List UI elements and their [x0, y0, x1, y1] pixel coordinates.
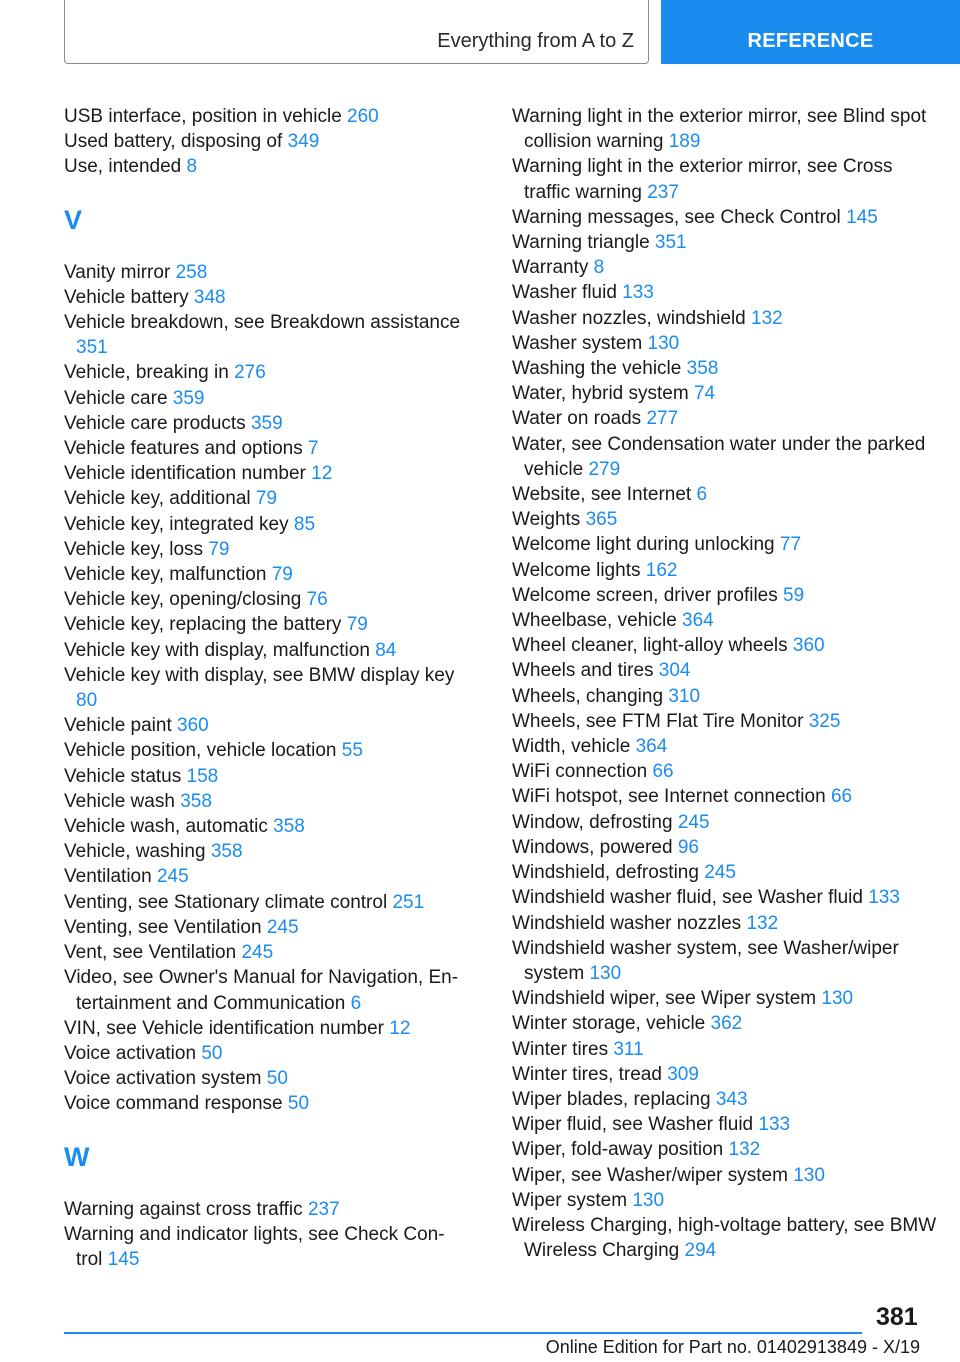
page-link[interactable]: 74 [693, 383, 716, 405]
index-entry [64, 386, 464, 411]
index-entry-text: Wiper system [512, 1189, 628, 1211]
page-link[interactable]: 132 [728, 1139, 761, 1161]
page-link[interactable]: 294 [684, 1240, 717, 1262]
page-link[interactable]: 132 [746, 912, 779, 934]
page-link[interactable]: 8 [593, 257, 605, 279]
page-link[interactable]: 12 [311, 463, 333, 485]
index-entry [64, 129, 464, 154]
index-entry [512, 860, 942, 885]
index-entry [512, 1163, 942, 1188]
page-link[interactable]: 365 [585, 509, 618, 531]
index-column-left [64, 104, 464, 1272]
index-entry-text: Vehicle battery [64, 286, 189, 308]
index-entry [64, 612, 464, 637]
index-entry-text: Wiper, fold-away position [512, 1139, 724, 1161]
index-entry [512, 911, 942, 936]
page-number: 381 [876, 1303, 918, 1331]
page-link[interactable]: 130 [632, 1189, 665, 1211]
index-entry-text: Warning against cross traffic [64, 1198, 303, 1220]
page-link[interactable]: 7 [308, 438, 319, 460]
index-entry-text: Wiper fluid, see Washer fluid [512, 1114, 754, 1136]
page-link[interactable]: 304 [658, 660, 691, 682]
page-link[interactable]: 245 [677, 811, 710, 833]
page-link[interactable]: 162 [645, 559, 678, 581]
index-entry [512, 255, 942, 280]
index-entry-text: Width, vehicle [512, 736, 631, 758]
page-link[interactable]: 59 [783, 584, 805, 606]
page-link[interactable]: 245 [156, 866, 189, 888]
page-link[interactable]: 50 [201, 1042, 223, 1064]
index-entry-text: Wheelbase, vehicle [512, 610, 677, 632]
page-link[interactable]: 358 [180, 790, 212, 812]
index-entry [512, 684, 942, 709]
page-link[interactable]: 6 [350, 992, 362, 1014]
page-link[interactable]: 237 [307, 1198, 340, 1220]
index-entry-text: Vehicle, breaking in [64, 362, 229, 384]
index-entry [64, 310, 464, 360]
index-entry [512, 810, 942, 835]
index-entry-text: Warning and indicator lights, see Check Control [64, 1223, 445, 1270]
edition-text: Online Edition for Part no. 01402913849 - X/19 [545, 1337, 920, 1357]
index-entry-text: Wireless Charging, high-voltage battery, see BMW Wireless Charging [512, 1214, 937, 1262]
page-link[interactable]: 76 [306, 589, 328, 611]
index-entry-text: Wiper, see Washer/wiper system [512, 1164, 788, 1186]
index-entry [512, 558, 942, 583]
page-link[interactable]: 359 [172, 387, 205, 409]
index-entry [512, 1112, 942, 1137]
index-entry [64, 663, 464, 713]
index-entry [512, 532, 942, 557]
index-entry [512, 759, 942, 784]
index-entry [512, 583, 942, 608]
index-entry-text: Vehicle key with display, see BMW display key [64, 664, 455, 686]
page-link[interactable]: 50 [287, 1093, 310, 1115]
index-entry [64, 436, 464, 461]
page-link[interactable]: 364 [635, 736, 668, 758]
section-title: Everything from A to Z [437, 30, 634, 52]
index-entry-text: WiFi connection [512, 761, 648, 783]
index-entry-text: VIN, see Vehicle identification number [64, 1017, 385, 1039]
index-entry-text: Venting, see Ventilation [64, 916, 262, 938]
page-link[interactable]: 79 [346, 614, 368, 636]
index-entry [64, 512, 464, 537]
index-entry [64, 915, 464, 940]
index-entry [64, 104, 464, 129]
index-entry [512, 1062, 942, 1087]
index-entry-text: Warning messages, see Check Control [512, 206, 841, 228]
footer-edition [0, 1337, 920, 1358]
index-entry [64, 713, 464, 738]
page-link[interactable]: 276 [234, 362, 266, 384]
index-entry-text: Windshield washer fluid, see Washer fluid [512, 887, 863, 909]
index-entry [512, 986, 942, 1011]
page-link[interactable]: 251 [392, 891, 425, 913]
page-link[interactable]: 351 [654, 232, 687, 254]
index-entry [64, 1066, 464, 1091]
index-entry [512, 230, 942, 255]
index-entry-text: Vehicle key, additional [64, 488, 251, 510]
index-entry-text: Wiper blades, replacing [512, 1088, 711, 1110]
page-link[interactable]: 50 [266, 1068, 288, 1090]
index-entry-text: Vanity mirror [64, 261, 171, 283]
page-link[interactable]: 96 [677, 836, 699, 858]
index-entry-text: Wheel cleaner, light-alloy wheels [512, 635, 788, 657]
index-entry-text: Vent, see Ventilation [64, 942, 237, 964]
index-entry [64, 1016, 464, 1041]
index-entry-text: Welcome screen, driver profiles [512, 584, 778, 606]
index-entry-text: Vehicle breakdown, see Breakdown assistance [64, 312, 461, 334]
index-entry [64, 839, 464, 864]
page-link[interactable]: 360 [792, 635, 825, 657]
index-entry [64, 1222, 464, 1272]
page-link[interactable]: 359 [250, 412, 283, 434]
footer-divider [64, 1332, 862, 1334]
index-entry-text: Washing the vehicle [512, 358, 682, 380]
index-entry-text: Warning light in the exterior mirror, see Cross traffic warning [512, 156, 893, 203]
index-entry-text: Wheels, see FTM Flat Tire Monitor [512, 710, 804, 732]
page-link[interactable]: 245 [266, 916, 299, 938]
index-entry [512, 885, 942, 910]
page-link[interactable]: 130 [589, 962, 622, 984]
index-entry [512, 280, 942, 305]
page-link[interactable]: 145 [846, 206, 878, 228]
index-entry [64, 285, 464, 310]
page-link[interactable]: 309 [667, 1063, 699, 1085]
page-link[interactable]: 130 [793, 1164, 825, 1186]
page-link[interactable]: 66 [652, 761, 674, 783]
index-entry-text: Water, see Condensation water under the parked vehicle [512, 433, 926, 480]
page-link[interactable]: 133 [868, 887, 900, 909]
index-entry [512, 1037, 942, 1062]
index-entry-text: Vehicle features and options [64, 438, 303, 460]
index-entry-text: Vehicle wash [64, 790, 175, 812]
page-link[interactable]: 310 [668, 685, 701, 707]
index-entry-text: Water, hybrid system [512, 383, 689, 405]
index-entry [512, 658, 942, 683]
page-link[interactable]: 358 [210, 841, 243, 863]
index-entry [512, 1087, 942, 1112]
index-entry-text: Windshield wiper, see Wiper system [512, 988, 817, 1010]
index-entry-text: Washer fluid [512, 282, 617, 304]
page-link[interactable]: 189 [668, 131, 701, 153]
index-entry-text: Vehicle care products [64, 412, 246, 434]
index-entry [64, 154, 464, 179]
index-entry-text: Winter storage, vehicle [512, 1013, 706, 1035]
index-entry-text: Used battery, disposing of [64, 131, 283, 153]
index-entry [512, 709, 942, 734]
page-link[interactable]: 279 [588, 458, 621, 480]
index-entry [512, 835, 942, 860]
reference-tab-label: REFERENCE [747, 30, 874, 52]
index-entry [512, 205, 942, 230]
index-entry [64, 890, 464, 915]
index-entry [64, 965, 464, 1015]
page-link[interactable]: 130 [821, 988, 854, 1010]
index-entry [64, 864, 464, 889]
index-entry-text: Warning light in the exterior mirror, see Blind spot collision warning [512, 106, 927, 153]
index-entry-text: Welcome lights [512, 559, 641, 581]
index-entry-text: Voice command response [64, 1093, 283, 1115]
page-link[interactable]: 311 [613, 1038, 644, 1060]
index-entry [64, 537, 464, 562]
page-link[interactable]: 80 [76, 690, 98, 712]
index-entry [64, 940, 464, 965]
page-link[interactable]: 132 [751, 307, 783, 329]
page-link[interactable]: 258 [175, 261, 208, 283]
index-entry [64, 260, 464, 285]
index-entry [512, 482, 942, 507]
index-entry [512, 381, 942, 406]
index-entry [512, 406, 942, 431]
index-entry-text: Vehicle key, opening/closing [64, 589, 302, 611]
reference-tab[interactable] [661, 0, 960, 64]
index-entry [512, 356, 942, 381]
index-entry-text: Vehicle key, integrated key [64, 513, 289, 535]
page-link[interactable]: 130 [647, 332, 680, 354]
page-link[interactable]: 325 [808, 710, 841, 732]
index-entry-text: Wheels and tires [512, 660, 654, 682]
index-entry [512, 784, 942, 809]
index-entry [512, 633, 942, 658]
index-letter-heading: W [64, 1141, 90, 1172]
index-entry-text: Use, intended [64, 156, 182, 178]
index-entry [512, 608, 942, 633]
index-entry [512, 734, 942, 759]
index-entry [64, 486, 464, 511]
index-entry [64, 360, 464, 385]
index-column-right [512, 104, 942, 1263]
page-link[interactable]: 85 [293, 513, 316, 535]
page-link[interactable]: 343 [715, 1088, 748, 1110]
page-link[interactable]: 158 [186, 765, 219, 787]
index-entry-text: Weights [512, 509, 581, 531]
page-link[interactable]: 351 [76, 337, 108, 359]
page-link[interactable]: 362 [710, 1013, 743, 1035]
index-entry-text: Winter tires, tread [512, 1063, 662, 1085]
page-link[interactable]: 133 [758, 1114, 791, 1136]
page-link[interactable]: 55 [341, 740, 363, 762]
index-entry-text: Winter tires [512, 1038, 609, 1060]
index-entry-text: Window, defrosting [512, 811, 673, 833]
index-entry [512, 306, 942, 331]
index-entry [512, 1137, 942, 1162]
index-entry-text: Vehicle identification number [64, 463, 306, 485]
header-section-box [64, 0, 649, 64]
index-entry [64, 1041, 464, 1066]
index-entry-text: Vehicle wash, automatic [64, 816, 268, 838]
index-entry-text: Windshield, defrosting [512, 862, 699, 884]
index-entry-text: Water on roads [512, 408, 642, 430]
index-entry-text: USB interface, position in vehicle [64, 106, 342, 127]
page-link[interactable]: 133 [622, 282, 654, 304]
page-link[interactable]: 358 [686, 358, 719, 380]
index-entry-text: Vehicle key, malfunction [64, 564, 267, 586]
index-entry [64, 1091, 464, 1116]
index-entry [512, 507, 942, 532]
page-link[interactable]: 358 [273, 816, 305, 838]
page-link[interactable]: 145 [107, 1248, 140, 1270]
index-entry [64, 789, 464, 814]
page-link[interactable]: 84 [375, 639, 397, 661]
index-entry-text: Windshield washer nozzles [512, 912, 742, 934]
index-entry-text: Venting, see Stationary climate control [64, 891, 388, 913]
index-entry-text: Windows, powered [512, 836, 673, 858]
index-entry-text: Vehicle position, vehicle location [64, 740, 337, 762]
page-link[interactable]: 77 [779, 534, 802, 556]
index-entry-text: Welcome light during unlocking [512, 534, 775, 556]
index-entry-text: Voice activation system [64, 1068, 262, 1090]
index-entry [64, 638, 464, 663]
index-entry [64, 587, 464, 612]
page-link[interactable]: 12 [389, 1017, 411, 1039]
index-entry [64, 562, 464, 587]
index-entry-text: Vehicle key, replacing the battery [64, 614, 342, 636]
page-link[interactable]: 260 [347, 106, 379, 127]
index-entry-text: Wheels, changing [512, 685, 664, 707]
index-entry-text: Vehicle key with display, malfunction [64, 639, 370, 661]
index-entry [64, 814, 464, 839]
index-entry-text: WiFi hotspot, see Internet connection [512, 786, 826, 808]
index-entry-text: Ventilation [64, 866, 152, 888]
page-link[interactable]: 364 [682, 610, 714, 632]
index-entry-text: Warning triangle [512, 232, 650, 254]
page-link[interactable]: 8 [186, 156, 198, 178]
index-entry-text: Vehicle status [64, 765, 182, 787]
page-link[interactable]: 237 [647, 181, 679, 203]
index-entry-text: Windshield washer system, see Washer/wiper system [512, 937, 899, 984]
index-entry-text: Vehicle paint [64, 715, 172, 737]
index-entry-text: Washer nozzles, windshield [512, 307, 746, 329]
page-link[interactable]: 79 [208, 538, 230, 560]
page-link[interactable]: 349 [287, 131, 320, 153]
index-entry-text: Video, see Owner's Manual for Navigation, Entertainment and Communication [64, 967, 459, 1014]
page-link[interactable]: 66 [830, 786, 853, 808]
page-link[interactable]: 245 [704, 862, 736, 884]
index-entry [512, 104, 942, 154]
index-entry-text: Voice activation [64, 1042, 197, 1064]
page-link[interactable]: 79 [255, 488, 278, 510]
page-link[interactable]: 277 [646, 408, 679, 430]
index-entry [64, 764, 464, 789]
index-entry [64, 1197, 464, 1222]
index-entry [512, 1213, 942, 1263]
index-entry-text: Washer system [512, 332, 643, 354]
index-letter-heading: V [64, 204, 83, 235]
index-entry [64, 738, 464, 763]
index-entry [512, 1011, 942, 1036]
index-entry-text: Vehicle key, loss [64, 538, 204, 560]
page-link[interactable]: 360 [177, 715, 209, 737]
index-entry-text: Warranty [512, 257, 589, 279]
index-entry [64, 461, 464, 486]
page-link[interactable]: 79 [271, 564, 293, 586]
page-link[interactable]: 245 [241, 942, 274, 964]
index-entry-text: Website, see Internet [512, 484, 692, 506]
index-entry [64, 411, 464, 436]
index-entry [512, 331, 942, 356]
index-entry-text: Vehicle, washing [64, 841, 206, 863]
page-link[interactable]: 6 [696, 484, 708, 506]
index-entry [512, 936, 942, 986]
index-entry-text: Vehicle care [64, 387, 168, 409]
page-link[interactable]: 348 [193, 286, 226, 308]
index-entry [512, 1188, 942, 1213]
index-entry [512, 432, 942, 482]
index-entry [512, 154, 942, 204]
